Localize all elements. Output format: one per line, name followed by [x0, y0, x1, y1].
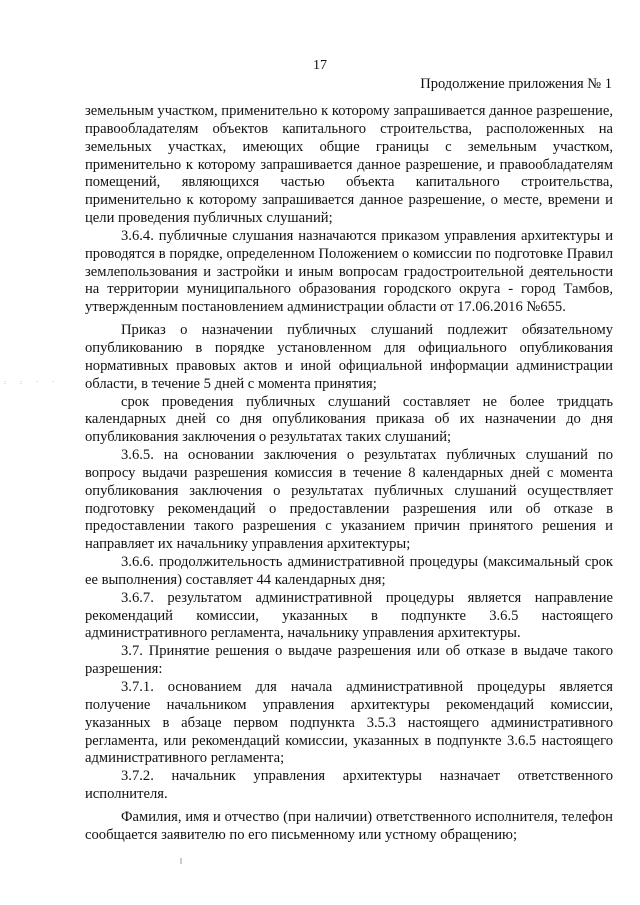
paragraph: 3.6.7. результатом административной процедуры является направление рекомендаций комиссии, указанных в подпункте 3.6.5 настоящего административного регламента, начальнику управления архитектуры.: [85, 589, 613, 642]
appendix-continuation-label: Продолжение приложения № 1: [420, 76, 612, 92]
paragraph: срок проведения публичных слушаний составляет не более тридцать календарных дней со дня опубликования приказа об их назначении до дня опубликования заключения о результатах таких слушаний;: [85, 393, 613, 446]
paragraph: 3.6.6. продолжительность административной процедуры (максимальный срок ее выполнения) составляет 44 календарных дня;: [85, 554, 613, 588]
scan-speck: [180, 858, 182, 864]
paragraph: земельным участком, применительно к которому запрашивается данное разрешение, правообладателям объектов капитального строительства, расположенных на земельных участках, имеющих общие границы с земельным участком, применительно к которому запрашивается данное разрешение, и правообладателям помещений, являющихся частью объекта капитального строительства, применительно к которому запрашивается данное разрешение, о месте, времени и цели проведения публичных слушаний;: [85, 103, 613, 227]
paragraph: 3.6.4. публичные слушания назначаются приказом управления архитектуры и проводятся в порядке, определенном Положением о комиссии по подготовке Правил землепользования и застройки и иным вопросам градостроительной деятельности на территории муниципального образования городского округа - город Тамбов, утвержденным постановлением администрации области от 17.06.2016 №655.: [85, 227, 613, 316]
document-body: [85, 103, 613, 845]
paragraph: Приказ о назначении публичных слушаний подлежит обязательному опубликованию в порядке установленном для официального опубликования нормативных правовых актов и иной официальной информации администрации области, в течение 5 дней с момента принятия;: [85, 322, 613, 392]
paragraph: 3.6.5. на основании заключения о результатах публичных слушаний по вопросу выдачи разрешения комиссия в течение 8 календарных дней с момента опубликования заключения о результатах публичных слушаний осуществляет подготовку рекомендаций о предоставлении разрешения или об отказе в предоставлении такого разрешения с указанием причин принятого решения и направляет их начальнику управления архитектуры;: [85, 447, 613, 553]
margin-scan-marks: . . . . . .: [4, 375, 60, 386]
paragraph: 3.7.2. начальник управления архитектуры назначает ответственного исполнителя.: [85, 768, 613, 803]
page-number: 17: [313, 58, 327, 73]
paragraph: Фамилия, имя и отчество (при наличии) ответственного исполнителя, телефон сообщается заявителю по его письменному или устному обращению;: [85, 808, 613, 843]
paragraph: 3.7. Принятие решения о выдаче разрешения или об отказе в выдаче такого разрешения:: [85, 643, 613, 678]
paragraph: 3.7.1. основанием для начала административной процедуры является получение начальником управления архитектуры рекомендаций комиссии, указанных в абзаце первом подпункта 3.5.3 настоящего административного регламента, или рекомендаций комиссии, указанных в подпункте 3.6.5 настоящего административного регламента;: [85, 679, 613, 767]
